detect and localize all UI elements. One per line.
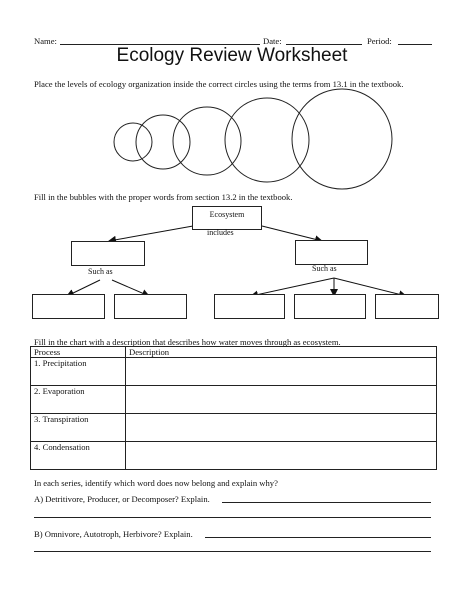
water-cycle-chart xyxy=(30,346,437,470)
section1-instruction: Place the levels of ecology organization inside the correct circles using the terms from 13.1 in the textbook. xyxy=(34,79,404,89)
description-cell[interactable] xyxy=(126,442,437,470)
right-bubble[interactable] xyxy=(295,240,368,265)
section2-instruction: Fill in the bubbles with the proper words from section 13.2 in the textbook. xyxy=(34,192,293,202)
section4-instruction: In each series, identify which word does now belong and explain why? xyxy=(34,478,278,488)
right-example-box-1[interactable] xyxy=(214,294,285,319)
right-example-box-3[interactable] xyxy=(375,294,439,319)
answer-a-line-1[interactable] xyxy=(222,502,431,503)
question-b: B) Omnivore, Autotroph, Herbivore? Explain. xyxy=(34,529,193,539)
description-column-header: Description xyxy=(126,347,437,358)
process-cell: 2. Evaporation xyxy=(31,386,126,414)
question-a: A) Detritivore, Producer, or Decomposer? Explain. xyxy=(34,494,210,504)
answer-b-line-2[interactable] xyxy=(34,551,431,552)
description-cell[interactable] xyxy=(126,414,437,442)
left-bubble[interactable] xyxy=(71,241,145,266)
process-cell: 1. Precipitation xyxy=(31,358,126,386)
period-label: Period: xyxy=(367,36,392,46)
left-example-box-2[interactable] xyxy=(114,294,187,319)
left-such-as-label: Such as xyxy=(88,267,113,276)
chart-header-row xyxy=(31,347,437,358)
ecosystem-box xyxy=(192,206,262,230)
process-column-header: Process xyxy=(31,347,126,358)
section3-instruction: Fill in the chart with a description that describes how water moves through as ecosystem. xyxy=(34,337,341,347)
left-example-box-1[interactable] xyxy=(32,294,105,319)
table-row xyxy=(31,386,437,414)
date-label: Date: xyxy=(263,36,282,46)
table-row xyxy=(31,442,437,470)
answer-b-line-1[interactable] xyxy=(205,537,431,538)
table-row xyxy=(31,358,437,386)
table-row xyxy=(31,414,437,442)
page-title: Ecology Review Worksheet xyxy=(116,45,348,66)
name-label: Name: xyxy=(34,36,57,46)
right-such-as-label: Such as xyxy=(312,264,337,273)
process-cell: 4. Condensation xyxy=(31,442,126,470)
ecosystem-label: Ecosystem xyxy=(209,210,245,219)
right-example-box-2[interactable] xyxy=(294,294,366,319)
includes-label: includes xyxy=(207,228,234,237)
description-cell[interactable] xyxy=(126,386,437,414)
answer-a-line-2[interactable] xyxy=(34,517,431,518)
description-cell[interactable] xyxy=(126,358,437,386)
process-cell: 3. Transpiration xyxy=(31,414,126,442)
